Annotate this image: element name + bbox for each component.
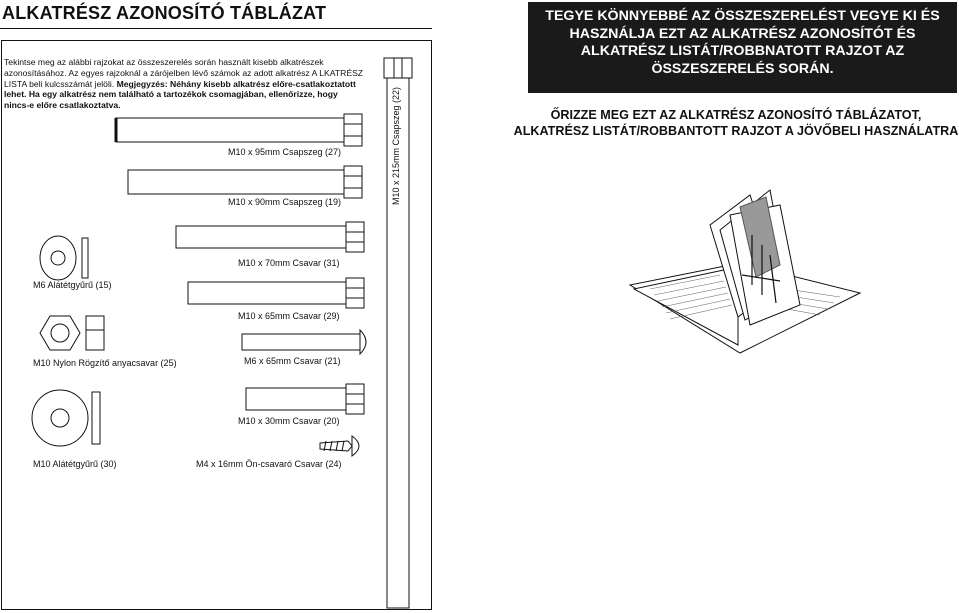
page-title: ALKATRÉSZ AZONOSÍTÓ TÁBLÁZAT [2,3,327,23]
screw-icon [246,384,364,414]
intro-note: Megjegyzés: Néhány kisebb alkatrész előre-csatlakoztatott lehet. Ha egy alkatrész nem található a tartozékok csomagjában, ellenőrizze, hogy nincs-e előre csatlakoztatva. [4,78,356,111]
screw-icon [176,222,364,252]
part-label-21: M6 x 65mm Csavar (21) [244,356,341,366]
nylon-lock-nut-icon [40,316,104,350]
part-label-29: M10 x 65mm Csavar (29) [238,311,340,321]
keep-chart-note: ŐRIZZE MEG EZT AZ ALKATRÉSZ AZONOSÍTÓ TÁBLÁZATOT, ALKATRÉSZ LISTÁT/ROBBANTOTT RAJZOT A JÖVŐBELI HASZNÁLATRA [513,108,959,138]
part-label-19: M10 x 90mm Csapszeg (19) [228,197,342,207]
assembly-tip-banner: TEGYE KÖNNYEBBÉ AZ ÖSSZESZERELÉST VEGYE KI ÉS HASZNÁLJA EZT AZ ALKATRÉSZ AZONOSÍTÓT ÉS ALKATRÉSZ LISTÁT/ROBBNATOTT RAJZOT AZ ÖSSZESZERELÉS SORÁN. [528,2,957,93]
washer-icon [32,390,100,446]
screw-icon [242,330,366,354]
part-label-25: M10 Nylon Rögzítő anyacsavar (25) [33,358,177,368]
part-label-24: M4 x 16mm Ön-csavaró Csavar (24) [196,459,342,469]
self-tapping-screw-icon [320,436,359,456]
bolt-icon [128,166,362,198]
part-label-31: M10 x 70mm Csavar (31) [238,258,340,268]
intro-text-1: Tekintse meg az alábbi rajzokat az összeszerelés során használt kisebb alkatrészek azonosításához. Az egyes rajzoknál a zárójelben lévő számok az adott alkatrész A LKATRÉSZ LISTA beli kulcsszámát jelöli. [4,57,364,89]
part-label-15: M6 Alátétgyűrű (15) [33,280,112,290]
part-label-30: M10 Alátétgyűrű (30) [33,459,117,469]
part-label-22: M10 x 215mm Csapszeg (22) [391,86,401,205]
part-label-20: M10 x 30mm Csavar (20) [238,416,340,426]
bolt-icon [116,114,362,146]
washer-icon [40,236,88,280]
manual-book-icon [620,185,870,365]
screw-icon [188,278,364,308]
part-label-27: M10 x 95mm Csapszeg (27) [228,147,342,157]
